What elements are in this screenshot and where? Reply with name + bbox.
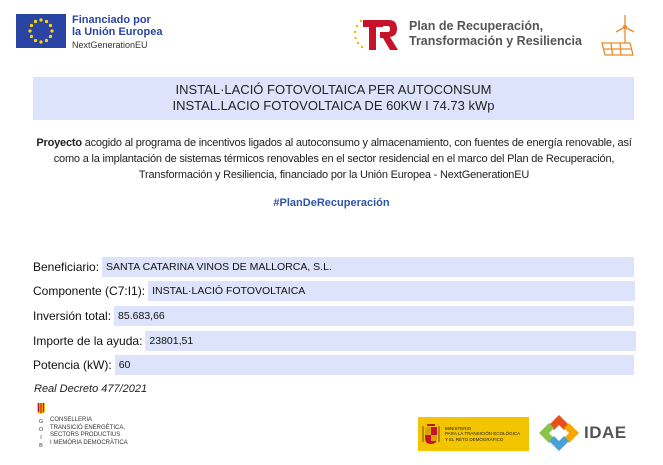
govib-letter: O: [38, 427, 44, 433]
field-row-componente: [33, 281, 635, 301]
field-value: 85.683,66: [114, 306, 634, 326]
eu-funding-logo: [16, 14, 162, 51]
solar-panel-wind-icon: [600, 13, 636, 57]
project-bold-label: Proyecto: [36, 137, 82, 149]
field-value: INSTAL·LACIÓ FOTOVOLTAICA: [148, 281, 635, 301]
field-value: 23801,51: [145, 331, 636, 351]
govib-letter: B: [39, 443, 43, 449]
field-label: Componente (C7:I1):: [33, 284, 146, 298]
eu-logo-line1: Financiado por: [72, 14, 151, 26]
idae-logo-icon: [537, 413, 581, 453]
prtr-logo-icon: [353, 14, 401, 54]
govib-shield-icon: [37, 403, 45, 414]
field-label: Potencia (kW):: [33, 358, 112, 372]
ministerio-logo: [418, 417, 529, 451]
title-line1: INSTAL·LACIÓ FOTOVOLTAICA PER AUTOCONSUM: [175, 82, 492, 97]
govib-letter: G: [38, 419, 44, 425]
prtr-logo: [353, 14, 582, 54]
title-line2: INSTAL.LACIO FOTOVOLTAICA DE 60KW I 74.73 kWp: [172, 98, 495, 113]
title-box: [33, 77, 634, 120]
govib-line: I MEMÒRIA DEMOCRÀTICA: [50, 439, 128, 446]
eu-flag-icon: [16, 14, 66, 48]
field-label: Beneficiario:: [33, 260, 100, 274]
decree-reference: Real Decreto 477/2021: [34, 383, 148, 395]
idae-text: IDAE: [584, 423, 627, 442]
govib-logo: [36, 403, 128, 450]
field-row-beneficiario: [33, 257, 634, 277]
field-value: 60: [115, 355, 634, 375]
eu-logo-line2: la Unión Europea: [72, 26, 163, 38]
project-text: acogido al programa de incentivos ligados al autoconsumo y almacenamiento, con fuentes de energía renovable, así como a la implantación de sistemas térmicos renovables en el sector residencial en el marco del Plan de Recuperación, Transformación y Resiliencia, financiado por la Unión Europea - NextGenerationEU: [53, 137, 632, 181]
ministerio-line: Y EL RETO DEMOGRÁFICO: [445, 436, 504, 442]
ministerio-line: PARA LA TRANSICIÓN ECOLÓGICA: [445, 431, 521, 437]
field-row-inversion: [33, 306, 634, 326]
idae-logo: [537, 413, 627, 453]
ministerio-line: MINISTERIO: [445, 425, 472, 431]
govib-letter: I: [40, 435, 42, 441]
eu-logo-line3: NextGenerationEU: [72, 40, 148, 50]
project-description: [32, 135, 636, 183]
govib-line: TRANSICIÓ ENERGÈTICA,: [50, 424, 126, 431]
field-value: SANTA CATARINA VINOS DE MALLORCA, S.L.: [102, 257, 634, 277]
prtr-logo-line2: Transformación y Resiliencia: [409, 34, 582, 48]
hashtag: #PlanDeRecuperación: [273, 197, 390, 209]
govib-line: CONSELLERIA: [50, 417, 93, 423]
prtr-logo-line1: Plan de Recuperación,: [409, 19, 544, 33]
field-label: Importe de la ayuda:: [33, 334, 143, 348]
govib-line: SECTORS PRODUCTIUS: [50, 432, 121, 438]
field-row-potencia: [33, 355, 634, 375]
field-label: Inversión total:: [33, 309, 112, 323]
field-row-importe: [33, 331, 636, 351]
spain-coat-of-arms-icon: [422, 422, 440, 446]
